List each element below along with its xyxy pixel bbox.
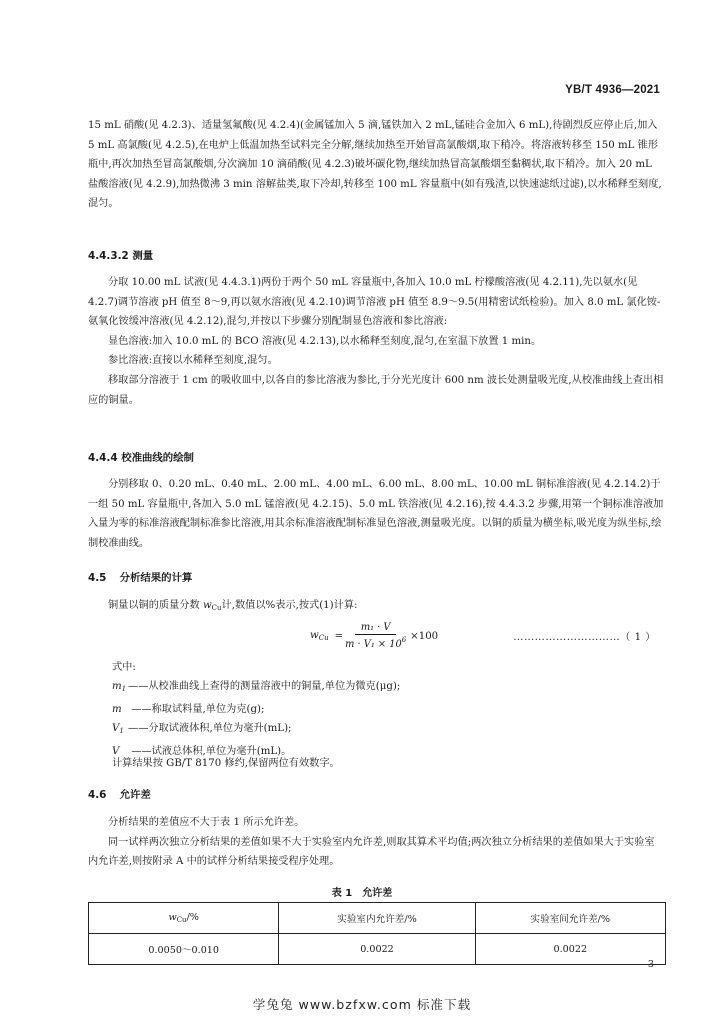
heading-number: 4.4.3.2	[88, 250, 129, 262]
heading-number: 4.5	[88, 572, 107, 584]
formula-lhs-sub: Cu	[318, 634, 329, 642]
variable-desc: ——从校准曲线上查得的测量溶液中的铜量,单位为微克(μg);	[128, 681, 401, 693]
footer-watermark: 学兔兔 www.bzfxw.com 标准下载	[252, 997, 472, 1012]
variable-symbol	[112, 677, 128, 699]
paragraph-sample-decomposition: 15 mL 硝酸(见 4.2.3)、适量氢氟酸(见 4.2.4)(金属锰加入 5 滴,锰铁加入 2 mL,锰硅合金加入 6 mL),待剧烈反应停止后,加入 5 mL 高氯酸(见 4.2.5),在电炉上低温加热至试料完全分解,继续加热至开始冒高氯酸烟,取下稍冷。将溶液转移至 150 mL 锥形瓶中,再次加热至冒高氯酸烟,分次滴加 10 滴硝酸(见 4.2.3)破坏碳化物,继续加热冒高氯酸烟至黏稠状,取下稍冷。加入 20 mL 盐酸溶液(见 4.2.9),加热微沸 3 min 溶解盐类,取下冷却,转移至 100 mL 容量瓶中(如有残渣,以快速滤纸过滤),以水稀释至刻度,混匀。	[88, 120, 662, 210]
header-suffix: /%	[186, 912, 199, 923]
variable-v1	[112, 719, 662, 741]
paragraph-calculation-intro	[88, 596, 664, 619]
heading-4-4-3-2	[88, 247, 153, 262]
header-sub: Cu	[176, 916, 187, 924]
symbol-letter: m	[112, 681, 122, 693]
cell-between: 0.0022	[475, 934, 665, 965]
variable-m1	[112, 677, 662, 699]
paragraph-color-solution: 显色溶液:加入 10.0 mL 的 BCO 溶液(见 4.2.13),以水稀释至刻度,混匀,在室温下放置 1 min。	[108, 335, 542, 347]
formula-body	[310, 620, 438, 652]
standard-code: YB/T 4936—2021	[565, 84, 660, 96]
paragraph-reference-solution: 参比溶液:直接以水稀释至刻度,混匀。	[108, 355, 278, 367]
heading-title: 测量	[132, 250, 154, 262]
intro-suffix: 计,数值以%表示,按式(1)计算:	[221, 600, 358, 611]
page-number: 3	[647, 959, 654, 970]
formula-multiplier: ×100	[410, 630, 439, 642]
symbol-letter: V	[112, 745, 120, 757]
heading-number: 4.6	[88, 789, 107, 801]
variable-desc: ——分取试液体积,单位为毫升(mL);	[128, 723, 292, 735]
intro-prefix: 铜量以铜的质量分数	[108, 600, 203, 611]
header-wcu	[89, 903, 279, 934]
equation-number: …………………………（ 1 ）	[513, 632, 656, 643]
formula-numerator: m₁ · V	[355, 622, 397, 635]
paragraph-tolerance-rule: 分析结果的差值应不大于表 1 所示允许差。	[108, 817, 305, 828]
denominator-exponent: 6	[401, 636, 407, 644]
symbol-sub: 1	[119, 727, 124, 736]
header-within-lab: 实验室内允许差/%	[279, 903, 475, 934]
symbol-letter: V	[112, 723, 120, 735]
section-tolerance	[88, 813, 664, 872]
heading-title: 校准曲线的绘制	[121, 452, 194, 464]
table-title: 表 1 允许差	[331, 888, 393, 899]
paragraph-tolerance-procedure: 同一试样两次独立分析结果的差值如果不大于实验室内允许差,则取其算术平均值;两次独立分析结果的差值如果大于实验室内允许差,则按附录 A 中的试样分析结果接受程序处理。	[88, 836, 655, 868]
heading-4-4-4	[88, 449, 194, 464]
symbol-letter: m	[112, 703, 122, 715]
section-measurement	[88, 273, 664, 410]
cell-within: 0.0022	[279, 934, 475, 965]
equation-1	[88, 620, 664, 652]
paragraph-measurement-procedure: 分取 10.00 mL 试液(见 4.4.3.1)两份于两个 50 mL 容量瓶中,各加入 10.0 mL 柠檬酸溶液(见 4.2.11),先以氨水(见 4.2.7)调节溶液 pH 值至 8～9,再以氨水溶液(见 4.2.10)调节溶液 pH 值至 8.9～9.5(用精密试纸检验)。加入 8.0 mL 氯化铵-氨氧化铵缓冲溶液(见 4.2.12),混匀,并按以下步骤分别配制显色溶液和参比溶液:	[88, 277, 661, 328]
variable-m	[112, 700, 662, 719]
variable-desc: ——称取试料量,单位为克(g);	[128, 703, 265, 715]
variable-definitions	[112, 658, 662, 761]
heading-4-5	[88, 569, 192, 584]
formula-fraction	[345, 622, 406, 650]
symbol-sub: 1	[121, 685, 127, 694]
formula-denominator	[345, 635, 406, 650]
variable-symbol	[112, 700, 128, 719]
paragraph-calibration-curve: 分别移取 0、0.20 mL、0.40 mL、2.00 mL、4.00 mL、6.00 mL、8.00 mL、10.00 mL 铜标准溶液(见 4.2.14.2)于一组 50 mL 容量瓶中,各加入 5.0 mL 锰溶液(见 4.2.15)、5.0 mL 铁溶液(见 4.2.16),按 4.4.3.2 步骤,用第一个铜标准溶液加入量为零的标准溶液配制标准参比溶液,用其余标准溶液配制标准显色溶液,测量吸光度。以铜的质量为横坐标,吸光度为纵坐标,绘制校准曲线。	[88, 479, 664, 549]
heading-title: 分析结果的计算	[119, 572, 193, 584]
symbol-w: w	[202, 600, 212, 611]
symbol-sub: Cu	[211, 604, 222, 612]
denominator-text: m · V₁ × 10	[345, 639, 402, 650]
formula-lhs	[310, 630, 329, 642]
paragraph-absorbance: 移取部分溶液于 1 cm 的吸收皿中,以各自的参比溶液为参比,于分光光度计 600 nm 波长处测量吸光度,从校准曲线上查出相应的铜量。	[88, 374, 664, 406]
table-header-row	[89, 903, 666, 934]
heading-title: 允许差	[119, 789, 151, 801]
paragraph-rounding: 计算结果按 GB/T 8170 修约,保留两位有效数字。	[112, 758, 340, 769]
header-between-lab: 实验室间允许差/%	[475, 903, 665, 934]
formula-lhs-symbol: w	[310, 630, 319, 641]
heading-4-6	[88, 786, 151, 801]
where-label: 式中:	[112, 662, 136, 673]
header-symbol: w	[168, 912, 177, 923]
heading-number: 4.4.4	[88, 452, 118, 464]
cell-range: 0.0050～0.010	[89, 934, 279, 965]
variable-symbol	[112, 719, 128, 741]
table-row	[89, 934, 666, 965]
variable-desc: ——试液总体积,单位为毫升(mL)。	[128, 745, 292, 757]
formula-equals: =	[334, 630, 344, 642]
tolerance-table	[88, 902, 666, 965]
